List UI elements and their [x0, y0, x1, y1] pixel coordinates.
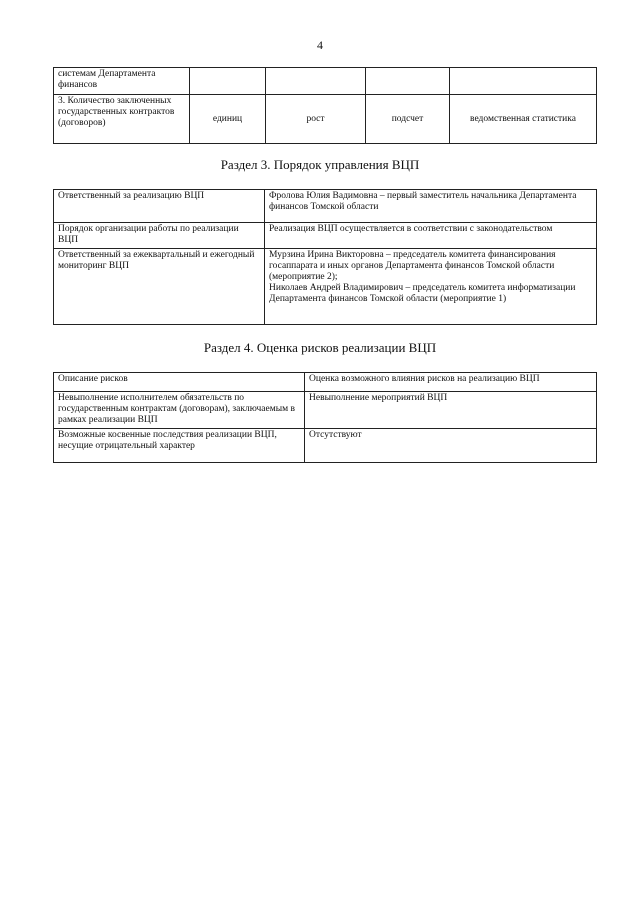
risks-table [53, 372, 597, 463]
management-table [53, 189, 597, 325]
value-line: Мурзина Ирина Викторовна – председатель комитета финансирования госаппарата и иных органов Департамента финансов Томской области (мероприятие 2); [269, 250, 556, 282]
table-header-row [54, 373, 597, 392]
row-value [265, 190, 597, 223]
value-line: Николаев Андрей Владимирович – председатель комитета информатизации Департамента финансов Томской области (мероприятие 1) [269, 283, 576, 304]
risk-cell: Возможные косвенные последствия реализации ВЦП, несущие отрицательный характер [54, 429, 305, 463]
table-row [54, 392, 597, 429]
table-row [54, 68, 597, 95]
page-number: 4 [317, 38, 323, 52]
row-value [265, 223, 597, 249]
method-cell: подсчет [366, 95, 450, 144]
table-row [54, 429, 597, 463]
section3-title: Раздел 3. Порядок управления ВЦП [220, 157, 420, 172]
value-line: Фролова Юлия Вадимовна – первый заместитель начальника Департамента финансов Томской области [269, 191, 577, 212]
risk-cell: Невыполнение исполнителем обязательств по государственным контрактам (договорам), заключаемым в рамках реализации ВЦП [54, 392, 305, 429]
unit-cell: единиц [190, 95, 266, 144]
source-cell [450, 68, 597, 95]
indicator-cell: 3. Количество заключенных государственных контрактов (договоров) [54, 95, 190, 144]
value-line: Реализация ВЦП осуществляется в соответствии с законодательством [269, 224, 553, 234]
indicators-table [53, 67, 597, 144]
trend-cell: рост [266, 95, 366, 144]
header-impact: Оценка возможного влияния рисков на реализацию ВЦП [305, 373, 597, 392]
unit-cell [190, 68, 266, 95]
row-value [265, 249, 597, 325]
source-cell: ведомственная статистика [450, 95, 597, 144]
trend-cell [266, 68, 366, 95]
table-row [54, 249, 597, 325]
indicator-cell: системам Департамента финансов [54, 68, 190, 95]
table-row [54, 95, 597, 144]
section4-title: Раздел 4. Оценка рисков реализации ВЦП [203, 340, 437, 355]
method-cell [366, 68, 450, 95]
row-label: Порядок организации работы по реализации ВЦП [54, 223, 265, 249]
impact-cell: Отсутствуют [305, 429, 597, 463]
table-row [54, 190, 597, 223]
row-label: Ответственный за реализацию ВЦП [54, 190, 265, 223]
impact-cell: Невыполнение мероприятий ВЦП [305, 392, 597, 429]
row-label: Ответственный за ежеквартальный и ежегодный мониторинг ВЦП [54, 249, 265, 325]
header-risks: Описание рисков [54, 373, 305, 392]
table-row [54, 223, 597, 249]
